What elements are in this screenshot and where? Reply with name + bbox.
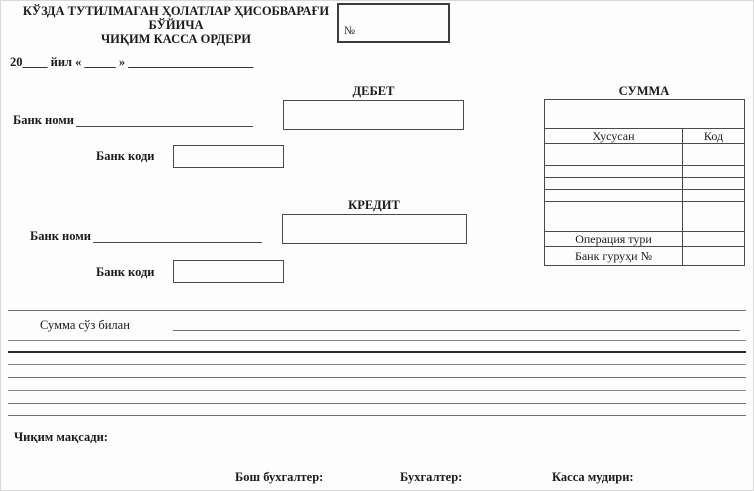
summa-operation-type-value[interactable]	[683, 232, 745, 247]
summa-row-cell[interactable]	[545, 144, 683, 166]
divider-line	[8, 310, 746, 311]
summa-row-code-cell[interactable]	[683, 144, 745, 166]
summa-row-cell[interactable]	[545, 190, 683, 202]
writing-line[interactable]	[8, 415, 746, 416]
summa-operation-type-label: Операция тури	[545, 232, 683, 247]
writing-line[interactable]	[8, 364, 746, 365]
debit-bank-code-label: Банк коди	[96, 149, 155, 163]
summa-amount-cell[interactable]	[545, 100, 745, 129]
debit-bank-name-row	[13, 112, 253, 127]
credit-bank-code-box[interactable]	[173, 260, 284, 283]
signature-cashier: Касса мудири:	[552, 470, 634, 484]
purpose-label: Чиқим мақсади:	[14, 430, 108, 444]
writing-line[interactable]	[8, 403, 746, 404]
summa-row-code-cell[interactable]	[683, 202, 745, 232]
form-title	[8, 4, 344, 46]
writing-line[interactable]	[8, 390, 746, 391]
credit-bank-code-label: Банк коди	[96, 265, 155, 279]
date-line[interactable]: 20____ йил « _____ » ____________________	[10, 55, 254, 69]
summa-row-cell[interactable]	[545, 202, 683, 232]
summa-title: СУММА	[618, 84, 670, 98]
debit-bank-name-field[interactable]	[76, 126, 253, 127]
signature-accountant: Бухгалтер:	[400, 470, 463, 484]
sum-in-words-field[interactable]	[173, 330, 740, 331]
summa-bank-group-value[interactable]	[683, 247, 745, 266]
form-title-line-3: ЧИҚИМ КАССА ОРДЕРИ	[101, 32, 251, 46]
summa-row-cell[interactable]	[545, 178, 683, 190]
signature-chief-accountant: Бош бухгалтер:	[235, 470, 324, 484]
credit-bank-name-label: Банк номи	[30, 229, 91, 243]
debit-account-box[interactable]	[283, 100, 464, 130]
summa-row-code-cell[interactable]	[683, 190, 745, 202]
sum-in-words-label: Сумма сўз билан	[40, 318, 130, 332]
writing-line[interactable]	[8, 377, 746, 378]
summa-col-header-kod: Код	[683, 129, 745, 144]
debit-title: ДЕБЕТ	[352, 84, 395, 98]
summa-col-header-khususan: Хусусан	[545, 129, 683, 144]
summa-row-cell[interactable]	[545, 166, 683, 178]
order-number-label: №	[344, 25, 355, 37]
debit-bank-name-label: Банк номи	[13, 113, 74, 127]
summa-bank-group-label: Банк гуруҳи №	[545, 247, 683, 266]
credit-account-box[interactable]	[282, 214, 467, 244]
credit-bank-name-field[interactable]	[93, 242, 262, 243]
credit-title: КРЕДИТ	[348, 198, 400, 212]
form-title-line-2: БЎЙИЧА	[148, 18, 204, 32]
debit-bank-code-box[interactable]	[173, 145, 284, 168]
credit-bank-name-row	[30, 228, 262, 243]
summa-table-grid	[544, 99, 745, 266]
writing-line[interactable]	[8, 351, 746, 353]
form-title-line-1: КЎЗДА ТУТИЛМАГАН ҲОЛАТЛАР ҲИСОБВАРАҒИ	[22, 4, 330, 18]
summa-row-code-cell[interactable]	[683, 178, 745, 190]
order-number-box[interactable]	[337, 3, 450, 43]
writing-line[interactable]	[8, 340, 746, 341]
summa-table	[544, 99, 745, 266]
summa-row-code-cell[interactable]	[683, 166, 745, 178]
